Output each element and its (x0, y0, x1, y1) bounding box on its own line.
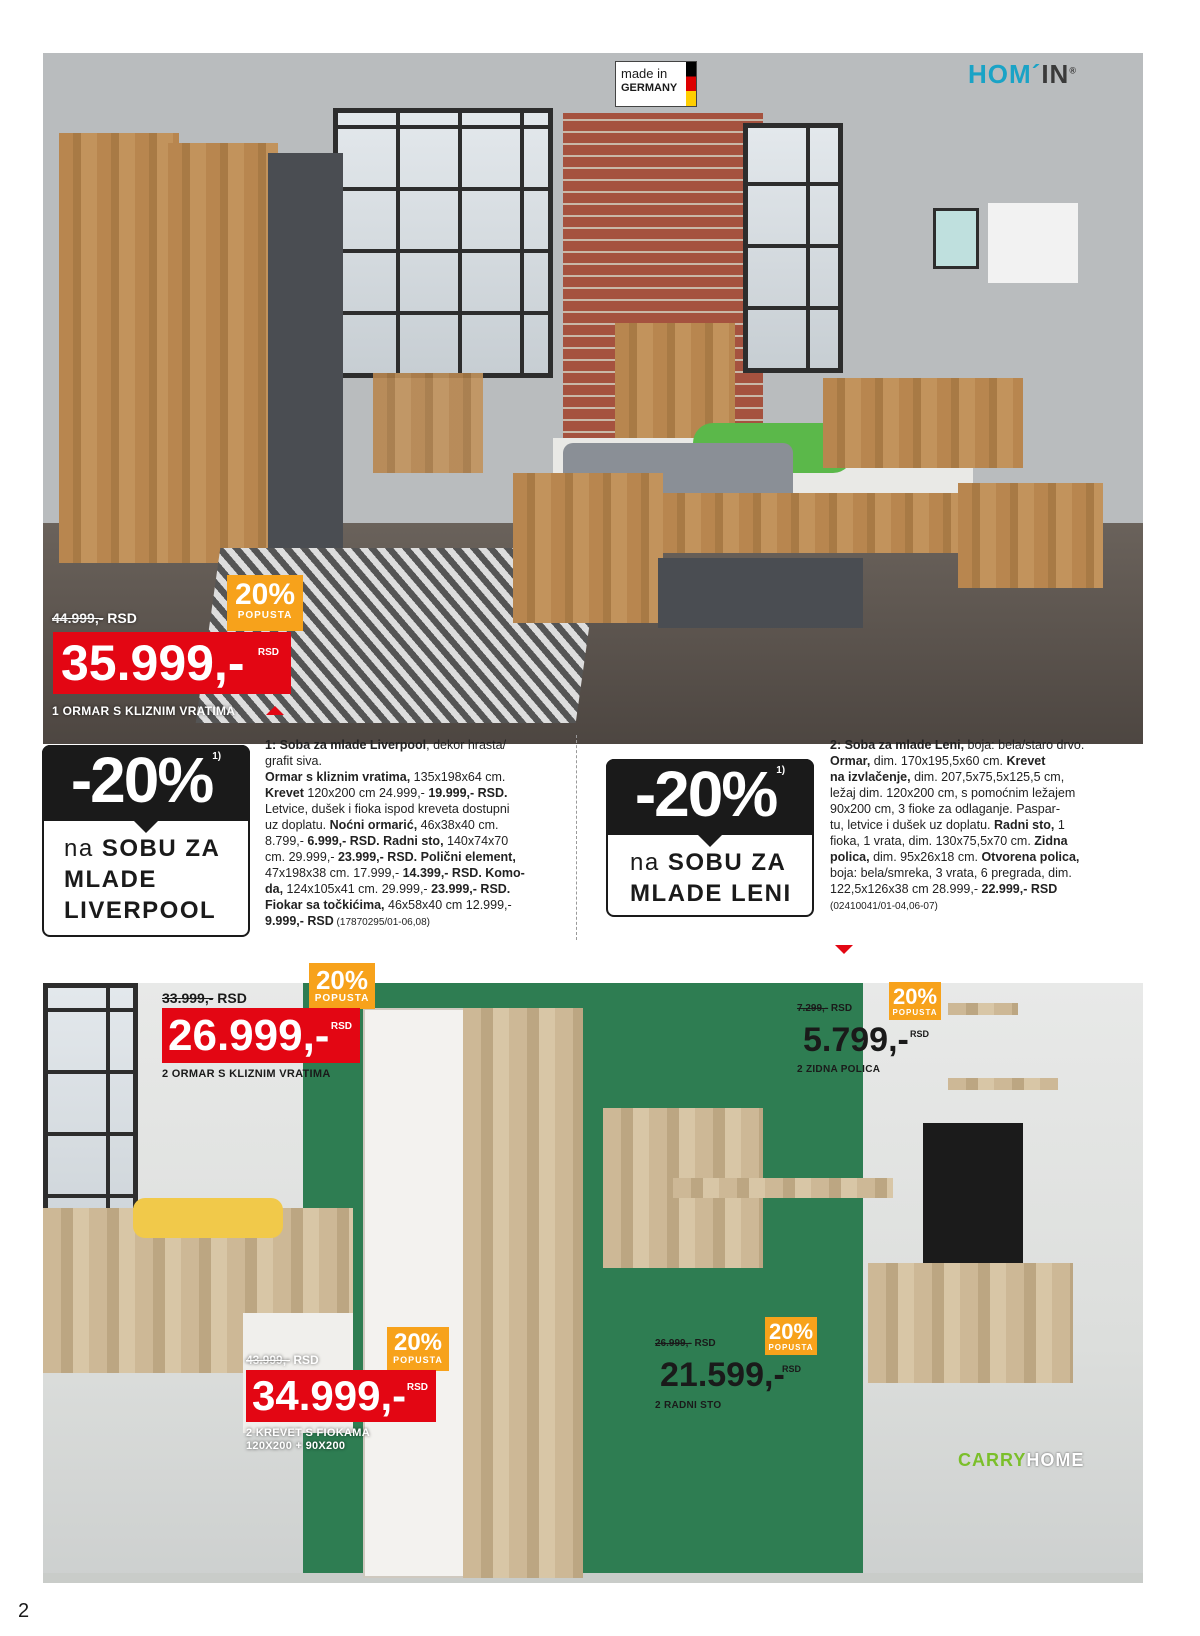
description-text: 9.999,- RSD (265, 914, 334, 928)
price-currency: RSD (406, 1382, 428, 1393)
description-text: Zidna (1034, 834, 1068, 848)
homin-logo-part-a: HOM´ (968, 59, 1042, 89)
description-text: 14.399,- RSD. Komo- (402, 866, 525, 880)
description-line (265, 897, 565, 913)
desk-top (673, 1178, 893, 1198)
description-text: fioka, 1 vrata, dim. 130x75,5x70 cm. (830, 834, 1035, 848)
carry-logo-part-a: CARRY (958, 1450, 1027, 1470)
product-label-line2: 120X200 + 90X200 (246, 1440, 346, 1452)
description-line (265, 753, 565, 769)
price (246, 1370, 436, 1422)
promo-line1: SOBU ZA (101, 835, 221, 862)
old-price (655, 1338, 716, 1349)
price-currency: RSD (330, 1021, 352, 1032)
description-text: Ormar, (830, 754, 871, 768)
old-price-currency: RSD (293, 1353, 319, 1367)
badge-label: POPUSTA (892, 1008, 938, 1017)
photo-frames (988, 203, 1078, 283)
description-text: 124x105x41 cm. 29.999,- (283, 882, 432, 896)
promo-line1: SOBU ZA (667, 849, 787, 876)
liverpool-description (265, 737, 565, 931)
red-marker (266, 706, 284, 715)
price-value: 26.999,- (168, 1011, 330, 1060)
description-line (830, 881, 1130, 897)
price-value: 21.599,- (660, 1356, 785, 1394)
product-label-line1: 2 KREVET S FIOKAMA (246, 1427, 370, 1439)
badge-percent: 20% (315, 965, 369, 995)
product-label (246, 1427, 370, 1453)
wardrobe-wood-door (463, 1008, 583, 1578)
description-line (265, 881, 565, 897)
description-text: 47x198x38 cm. 17.999,- (265, 866, 403, 880)
description-line (830, 897, 1130, 915)
old-price-currency: RSD (217, 990, 247, 1006)
badge-label: POPUSTA (768, 1343, 814, 1352)
old-price-value: 33.999,- (162, 990, 214, 1006)
product-label: 2 ZIDNA POLICA (797, 1064, 881, 1075)
price-value: 35.999,- (61, 635, 245, 691)
description-text: 23.999,- RSD. (431, 882, 511, 896)
article-code: (17870295/01-06,08) (333, 917, 430, 928)
promo-header (42, 745, 250, 821)
carry-logo-part-b: HOME (1026, 1450, 1085, 1470)
description-text: 1: Soba za mlade Liverpool (265, 738, 427, 752)
description-line (265, 769, 565, 785)
description-text: boja: bela/staro drvo. (964, 738, 1085, 752)
promo-pointer (698, 835, 722, 847)
description-text: Otvorena polica, (981, 850, 1080, 864)
description-text: Krevet (1006, 754, 1046, 768)
old-price-currency: RSD (694, 1338, 716, 1349)
registered-mark: ® (1069, 65, 1077, 76)
description-text: 90x200 cm, 3 fioke za odlaganje. Paspar- (830, 802, 1060, 816)
description-text: Krevet (265, 786, 304, 800)
description-text: Noćni ormarić, (329, 818, 418, 832)
old-price (246, 1353, 319, 1367)
badge-label: POPUSTA (393, 1355, 443, 1365)
dashed-divider (576, 735, 577, 940)
description-text: 23.999,- RSD. Polični element, (337, 850, 516, 864)
old-price-value: 44.999,- (52, 610, 104, 626)
old-price-value: 26.999,- (655, 1338, 692, 1349)
price (162, 1008, 360, 1063)
product-label: 2 RADNI STO (655, 1400, 722, 1411)
description-line (830, 801, 1130, 817)
description-text: polica, (830, 850, 870, 864)
description-text: 120x200 cm 24.999,- (303, 786, 429, 800)
tv (923, 1123, 1023, 1273)
description-line (830, 865, 1130, 881)
wardrobe-left-door (59, 133, 179, 563)
promo-line3: LIVERPOOL (64, 897, 217, 924)
price-currency: RSD (909, 1029, 929, 1039)
germany-text: GERMANY (621, 82, 678, 94)
description-text: na izvlačenje, (830, 770, 911, 784)
description-text: 46x38x40 cm. (417, 818, 499, 832)
leni-description (830, 737, 1130, 915)
description-text: 8.799,- (265, 834, 308, 848)
promo-percent: -20% (70, 744, 213, 816)
description-text: uz doplatu. (265, 818, 330, 832)
badge-percent: 20% (234, 578, 296, 611)
old-price-currency: RSD (107, 610, 137, 626)
description-line (265, 737, 565, 753)
badge-percent: 20% (768, 1319, 814, 1344)
red-marker (835, 945, 853, 954)
yellow-blanket (133, 1198, 283, 1238)
badge-percent: 20% (393, 1329, 443, 1356)
footnote-mark: 1) (212, 751, 222, 762)
description-line (830, 817, 1130, 833)
floor-edge (43, 1573, 1143, 1583)
description-text: ležaj dim. 120x200 cm, s pomoćnim ležajem (830, 786, 1076, 800)
made-in-germany-logo (615, 61, 697, 107)
penguin-picture (933, 208, 979, 269)
description-line (830, 833, 1130, 849)
footnote-mark: 1) (776, 765, 786, 776)
carry-home-logo (958, 1450, 1084, 1471)
promo-header (606, 759, 814, 835)
promo-text (64, 833, 238, 926)
promo-percent: -20% (634, 758, 777, 830)
description-text: 19.999,- RSD. (428, 786, 508, 800)
description-line (265, 817, 565, 833)
promo-pointer (134, 821, 158, 833)
product-label: 2 ORMAR S KLIZNIM VRATIMA (162, 1068, 331, 1080)
description-text: Ormar s kliznim vratima, (265, 770, 411, 784)
description-text: da, (265, 882, 284, 896)
old-price (162, 990, 247, 1006)
description-text: 1 (1054, 818, 1065, 832)
old-price (52, 610, 137, 626)
description-text: Radni sto, (993, 818, 1055, 832)
article-code: (02410041/01-04,06-07) (830, 901, 938, 912)
promo-na: na (64, 835, 94, 862)
description-line (265, 849, 565, 865)
description-text: grafit siva. (265, 754, 322, 768)
description-text: cm. 29.999,- (265, 850, 338, 864)
price (53, 632, 291, 694)
description-text: 2: Soba za mlade Leni, (830, 738, 965, 752)
old-price-currency: RSD (830, 1003, 853, 1014)
old-price-value: 43.999,- (246, 1353, 291, 1367)
description-line (830, 737, 1130, 753)
price (660, 1355, 805, 1395)
promo-liverpool (42, 745, 250, 937)
wardrobe-middle-door (168, 143, 278, 563)
price-currency: RSD (257, 647, 279, 658)
promo-na: na (630, 849, 660, 876)
description-text: 22.999,- RSD (981, 882, 1058, 896)
bed-side (663, 493, 993, 553)
description-text: Letvice, dušek i fioka ispod kreveta dostupni (265, 802, 510, 816)
promo-leni (606, 759, 814, 917)
description-text: 140x74x70 (443, 834, 509, 848)
price-currency: RSD (781, 1364, 801, 1374)
description-text: , dekor hrasta/ (426, 738, 507, 752)
window (333, 108, 553, 378)
description-line (830, 769, 1130, 785)
description-line (265, 833, 565, 849)
wall-shelf-bottom (948, 1078, 1058, 1090)
page-number: 2 (18, 1600, 30, 1622)
price-value: 5.799,- (803, 1021, 909, 1059)
wall-shelf-top (948, 1003, 1018, 1015)
description-line (830, 753, 1130, 769)
description-line (830, 849, 1130, 865)
bed-drawer (658, 558, 863, 628)
wardrobe-grey-door (268, 153, 343, 563)
description-text: dim. 170x195,5x60 cm. (870, 754, 1007, 768)
bed-front (513, 473, 663, 623)
product-label: 1 ORMAR S KLIZNIM VRATIMA (52, 704, 236, 718)
old-price (797, 1003, 852, 1014)
old-price-value: 7.299,- (797, 1003, 829, 1014)
description-text: 46x58x40 cm 12.999,- (384, 898, 512, 912)
badge-label: POPUSTA (314, 993, 370, 1004)
description-text: 135x198x64 cm. (410, 770, 506, 784)
desk (373, 373, 483, 473)
description-text: dim. 95x26x18 cm. (869, 850, 982, 864)
description-text: 122,5x126x38 cm 28.999,- (830, 882, 982, 896)
description-text: 6.999,- RSD. Radni sto, (307, 834, 444, 848)
made-in-text: made in (621, 66, 668, 81)
description-line (265, 785, 565, 801)
description-text: boja: bela/smreka, 3 vrata, 6 pregrada, dim. (830, 866, 1072, 880)
promo-line2: MLADE LENI (630, 880, 792, 907)
promo-line2: MLADE (64, 866, 157, 893)
nightstand (958, 483, 1103, 588)
promo-text (630, 847, 802, 909)
price-value: 34.999,- (252, 1372, 407, 1419)
window-right (743, 123, 843, 373)
badge-percent: 20% (892, 984, 938, 1009)
tv-stand (868, 1263, 1073, 1383)
badge-label: POPUSTA (237, 610, 293, 621)
description-text: tu, letvice i dušek uz doplatu. (830, 818, 994, 832)
price (803, 1020, 933, 1060)
bed-headboard (823, 378, 1023, 468)
description-line (830, 785, 1130, 801)
description-line (265, 801, 565, 817)
homin-logo-part-b: IN (1041, 59, 1070, 89)
description-line (265, 913, 565, 931)
description-text: Fiokar sa točkićima, (265, 898, 385, 912)
german-flag-icon (686, 62, 696, 106)
homin-logo (968, 59, 1077, 90)
description-text: dim. 207,5x75,5x125,5 cm, (910, 770, 1065, 784)
description-line (265, 865, 565, 881)
